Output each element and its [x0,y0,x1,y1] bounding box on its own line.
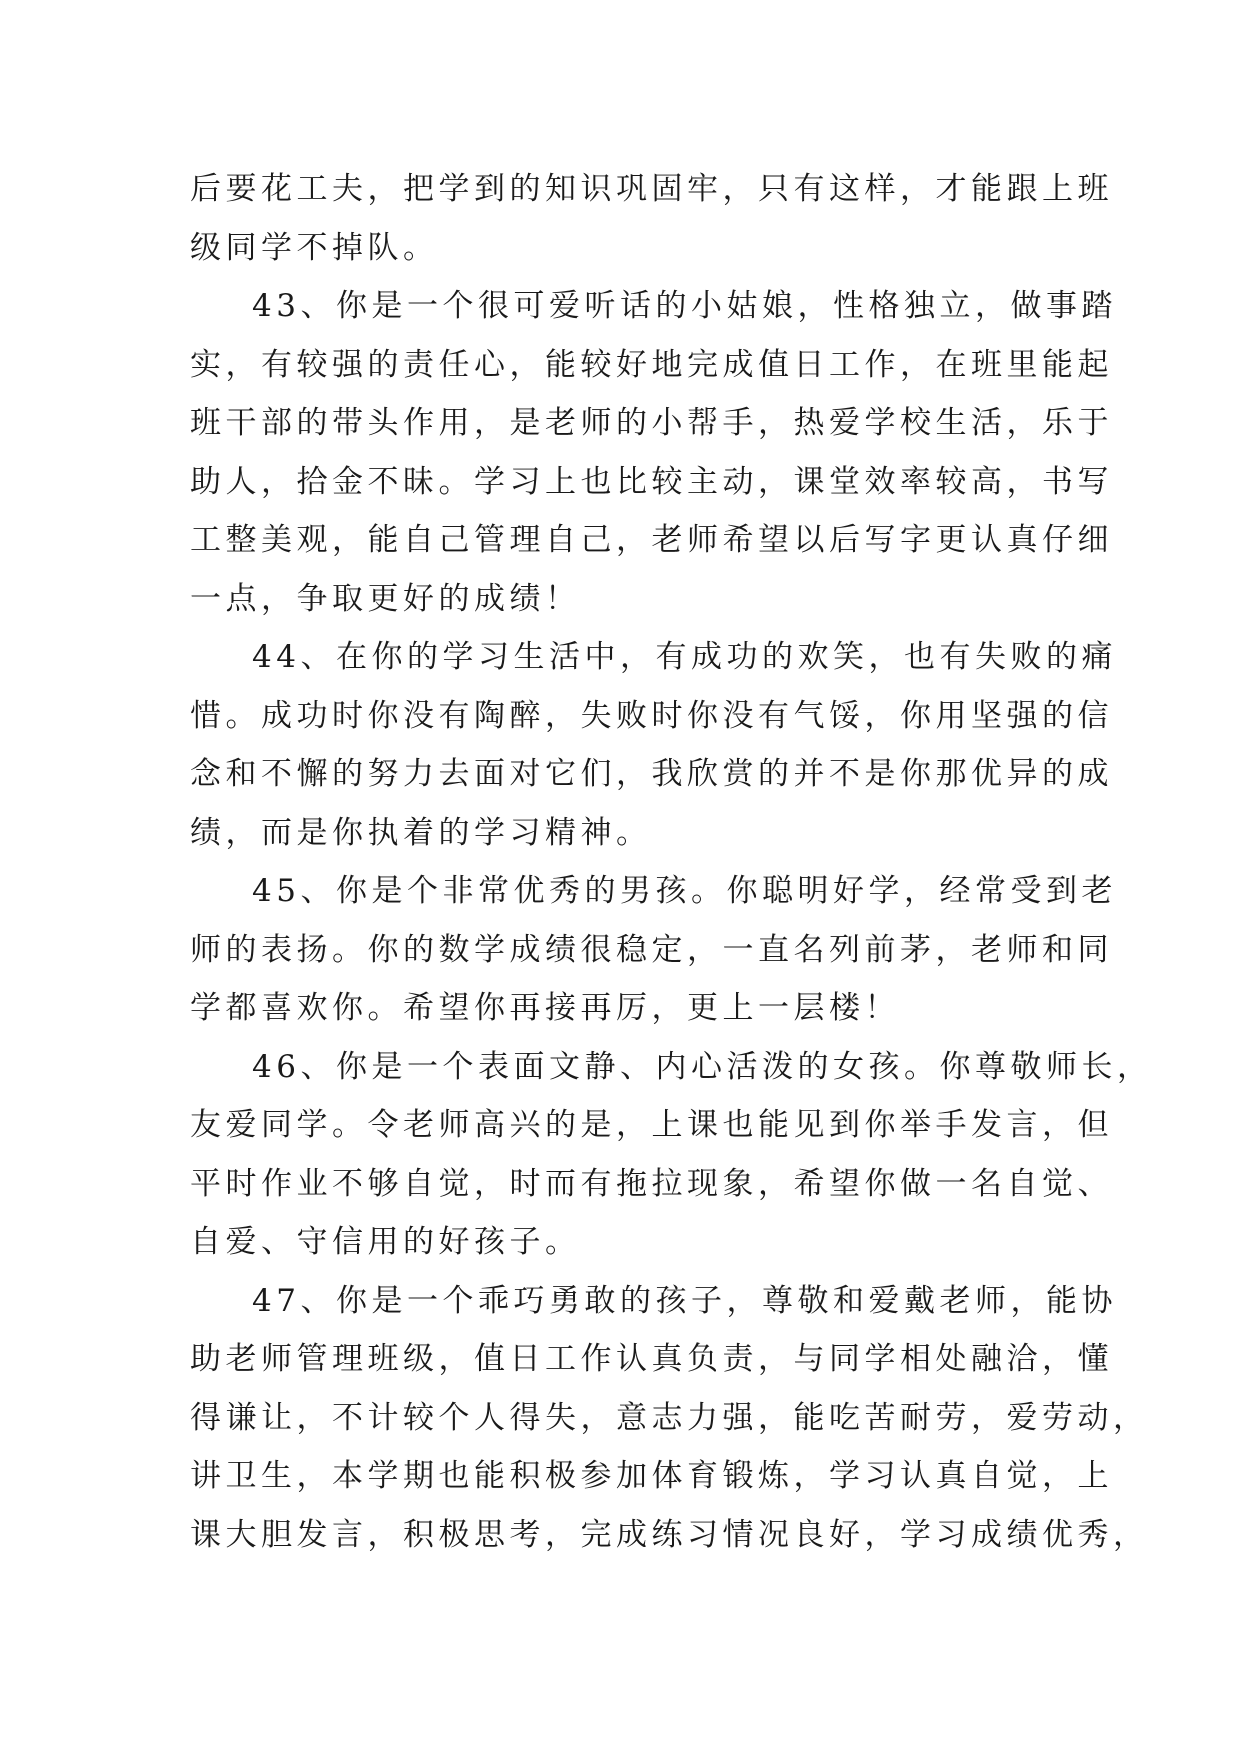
text-line: 念和不懈的努力去面对它们，我欣赏的并不是你那优异的成 [190,756,1113,792]
text-line: 平时作业不够自觉，时而有拖拉现象，希望你做一名自觉、 [190,1165,1113,1202]
text-line: 一点，争取更好的成绩！ [190,580,581,617]
paragraph-start-44: 44、在你的学习生活中，有成功的欢笑，也有失败的痛 [252,639,1117,675]
text-line: 惜。成功时你没有陶醉，失败时你没有气馁，你用坚强的信 [190,697,1113,734]
text-line: 自爱、守信用的好孩子。 [190,1224,581,1260]
text-line: 讲卫生，本学期也能积极参加体育锻炼，学习认真自觉，上 [190,1458,1113,1494]
text-line: 得谦让，不计较个人得失，意志力强，能吃苦耐劳，爱劳动， [190,1399,1149,1436]
text-line: 班干部的带头作用，是老师的小帮手，热爱学校生活，乐于 [190,405,1113,441]
paragraph-start-46: 46、你是一个表面文静、内心活泼的女孩。你尊敬师长， [252,1048,1153,1085]
text-line: 学都喜欢你。希望你再接再厉，更上一层楼！ [190,990,900,1026]
text-line: 级同学不掉队。 [190,229,439,266]
text-line: 友爱同学。令老师高兴的是，上课也能见到你举手发言，但 [190,1107,1113,1143]
paragraph-start-45: 45、你是个非常优秀的男孩。你聪明好学，经常受到老 [252,873,1117,909]
text-line: 绩，而是你执着的学习精神。 [190,814,652,851]
paragraph-start-43: 43、你是一个很可爱听话的小姑娘，性格独立，做事踏 [252,288,1117,324]
text-line: 实，有较强的责任心，能较好地完成值日工作，在班里能起 [190,346,1113,383]
text-line: 助老师管理班级，值日工作认真负责，与同学相处融洽，懂 [190,1341,1113,1377]
text-line: 工整美观，能自己管理自己，老师希望以后写字更认真仔细 [190,522,1113,558]
paragraph-start-47: 47、你是一个乖巧勇敢的孩子，尊敬和爱戴老师，能协 [252,1282,1117,1319]
text-line: 后要花工夫，把学到的知识巩固牢，只有这样，才能跟上班 [190,171,1113,207]
text-line: 师的表扬。你的数学成绩很稳定，一直名列前茅，老师和同 [190,931,1113,968]
body-text [190,160,1153,1564]
text-line: 课大胆发言，积极思考，完成练习情况良好，学习成绩优秀， [190,1516,1149,1553]
text-line: 助人，拾金不昧。学习上也比较主动，课堂效率较高，书写 [190,463,1113,500]
